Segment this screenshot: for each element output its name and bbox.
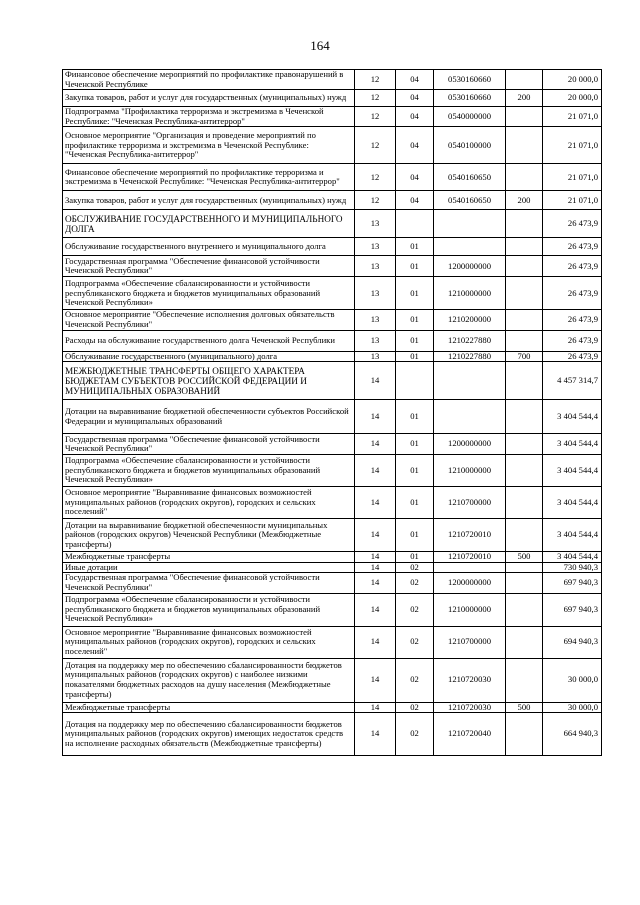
row-amount-cell: 21 071,0 [543, 107, 602, 127]
table-row [63, 713, 602, 756]
row-subsection-cell: 02 [396, 658, 434, 702]
page-number: 164 [310, 38, 330, 53]
row-name-cell: Финансовое обеспечение мероприятий по профилактике терроризма и экстремизма в Чеченской Республике: "Чеченская Республика-антитеррор" [63, 164, 355, 191]
table-row [63, 362, 602, 400]
row-amount-cell: 26 473,9 [543, 238, 602, 256]
row-expense-type-cell: 500 [506, 702, 543, 713]
row-amount-cell: 21 071,0 [543, 164, 602, 191]
budget-table [62, 69, 602, 756]
row-name-cell: Основное мероприятие "Организация и проведение мероприятий по профилактике терроризма и экстремизма в Чеченской Республике: "Чеченская Республика-антитеррор" [63, 127, 355, 164]
row-section-cell: 13 [355, 330, 396, 351]
row-target-article-cell: 1210720040 [434, 713, 506, 756]
row-amount-cell: 3 404 544,4 [543, 434, 602, 455]
row-target-article-cell: 1210227880 [434, 330, 506, 351]
table-row [63, 702, 602, 713]
row-amount-cell: 664 940,3 [543, 713, 602, 756]
row-name-cell: Подпрограмма «Обеспечение сбалансированности и устойчивости республиканского бюджета и бюджетов муниципальных образований Чеченской Республики» [63, 455, 355, 487]
row-section-cell: 13 [355, 256, 396, 277]
row-subsection-cell: 02 [396, 626, 434, 658]
row-amount-cell: 697 940,3 [543, 573, 602, 593]
row-target-article-cell [434, 362, 506, 400]
row-subsection-cell: 01 [396, 552, 434, 563]
row-section-cell: 14 [355, 573, 396, 593]
table-row [63, 210, 602, 238]
row-amount-cell: 30 000,0 [543, 702, 602, 713]
row-target-article-cell [434, 238, 506, 256]
table-row [63, 455, 602, 487]
row-subsection-cell: 01 [396, 455, 434, 487]
row-expense-type-cell: 200 [506, 191, 543, 210]
row-section-cell: 14 [355, 713, 396, 756]
row-target-article-cell: 1210700000 [434, 487, 506, 519]
table-row [63, 310, 602, 330]
row-target-article-cell: 1210000000 [434, 593, 506, 626]
row-section-cell: 14 [355, 519, 396, 552]
row-expense-type-cell [506, 164, 543, 191]
row-target-article-cell: 0540000000 [434, 107, 506, 127]
row-expense-type-cell: 200 [506, 90, 543, 107]
table-row [63, 164, 602, 191]
row-target-article-cell [434, 210, 506, 238]
table-row [63, 562, 602, 573]
row-section-cell: 13 [355, 210, 396, 238]
row-expense-type-cell [506, 713, 543, 756]
row-section-cell: 14 [355, 593, 396, 626]
row-subsection-cell: 01 [396, 256, 434, 277]
row-amount-cell: 26 473,9 [543, 210, 602, 238]
row-section-cell: 12 [355, 127, 396, 164]
row-section-cell: 14 [355, 702, 396, 713]
row-amount-cell: 20 000,0 [543, 70, 602, 90]
row-target-article-cell: 0540160650 [434, 164, 506, 191]
row-target-article-cell: 1200000000 [434, 256, 506, 277]
row-amount-cell: 697 940,3 [543, 593, 602, 626]
row-subsection-cell [396, 362, 434, 400]
table-row [63, 127, 602, 164]
row-name-cell: Обслуживание государственного (муниципального) долга [63, 351, 355, 362]
row-name-cell: Подпрограмма "Профилактика терроризма и экстремизма в Чеченской Республике: "Чеченская Республика-антитеррор" [63, 107, 355, 127]
row-section-cell: 14 [355, 658, 396, 702]
table-row [63, 519, 602, 552]
table-row [63, 487, 602, 519]
row-section-cell: 12 [355, 90, 396, 107]
budget-table-body [63, 70, 602, 756]
row-expense-type-cell [506, 238, 543, 256]
row-name-cell: Основное мероприятие "Обеспечение исполнения долговых обязательств Чеченской Республики" [63, 310, 355, 330]
row-subsection-cell: 02 [396, 702, 434, 713]
row-amount-cell: 3 404 544,4 [543, 519, 602, 552]
row-name-cell: МЕЖБЮДЖЕТНЫЕ ТРАНСФЕРТЫ ОБЩЕГО ХАРАКТЕРА БЮДЖЕТАМ СУБЪЕКТОВ РОССИЙСКОЙ ФЕДЕРАЦИИ И МУНИЦИПАЛЬНЫХ ОБРАЗОВАНИЙ [63, 362, 355, 400]
row-name-cell: Государственная программа "Обеспечение финансовой устойчивости Чеченской Республики" [63, 434, 355, 455]
row-target-article-cell: 1210000000 [434, 277, 506, 310]
row-expense-type-cell [506, 593, 543, 626]
row-target-article-cell: 1210200000 [434, 310, 506, 330]
table-row [63, 658, 602, 702]
row-target-article-cell: 1210700000 [434, 626, 506, 658]
row-name-cell: Дотации на выравнивание бюджетной обеспеченности субъектов Российской Федерации и муниципальных образований [63, 400, 355, 434]
row-expense-type-cell [506, 70, 543, 90]
row-target-article-cell [434, 400, 506, 434]
row-subsection-cell: 01 [396, 400, 434, 434]
row-name-cell: Подпрограмма «Обеспечение сбалансированности и устойчивости республиканского бюджета и бюджетов муниципальных образований Чеченской Республики» [63, 277, 355, 310]
row-expense-type-cell [506, 310, 543, 330]
row-subsection-cell: 04 [396, 107, 434, 127]
row-section-cell: 13 [355, 310, 396, 330]
row-section-cell: 14 [355, 434, 396, 455]
table-row [63, 573, 602, 593]
row-name-cell: Дотация на поддержку мер по обеспечению сбалансированности бюджетов муниципальных районов (городских округов) имеющих недостаток средств на исполнение расходных обязательств (Межбюджетные трансферты) [63, 713, 355, 756]
row-amount-cell: 21 071,0 [543, 191, 602, 210]
table-row [63, 400, 602, 434]
row-subsection-cell: 02 [396, 562, 434, 573]
row-expense-type-cell [506, 455, 543, 487]
row-name-cell: Обслуживание государственного внутреннего и муниципального долга [63, 238, 355, 256]
row-subsection-cell: 01 [396, 310, 434, 330]
row-subsection-cell: 04 [396, 70, 434, 90]
row-amount-cell: 30 000,0 [543, 658, 602, 702]
row-name-cell: Закупка товаров, работ и услуг для государственных (муниципальных) нужд [63, 191, 355, 210]
table-row [63, 256, 602, 277]
row-name-cell: Основное мероприятие "Выравнивание финансовых возможностей муниципальных районов (городских округов), городских и сельских поселений" [63, 626, 355, 658]
row-expense-type-cell [506, 330, 543, 351]
row-section-cell: 14 [355, 400, 396, 434]
row-target-article-cell: 1210720030 [434, 702, 506, 713]
row-amount-cell: 694 940,3 [543, 626, 602, 658]
row-section-cell: 14 [355, 552, 396, 563]
row-target-article-cell: 1210720010 [434, 552, 506, 563]
row-section-cell: 14 [355, 562, 396, 573]
row-subsection-cell: 01 [396, 487, 434, 519]
row-amount-cell: 3 404 544,4 [543, 455, 602, 487]
row-expense-type-cell [506, 277, 543, 310]
row-subsection-cell: 02 [396, 593, 434, 626]
row-expense-type-cell [506, 658, 543, 702]
row-subsection-cell: 04 [396, 127, 434, 164]
row-expense-type-cell [506, 626, 543, 658]
row-amount-cell: 26 473,9 [543, 277, 602, 310]
row-target-article-cell [434, 562, 506, 573]
row-section-cell: 13 [355, 277, 396, 310]
row-amount-cell: 730 940,3 [543, 562, 602, 573]
row-expense-type-cell [506, 519, 543, 552]
row-amount-cell: 26 473,9 [543, 351, 602, 362]
row-amount-cell: 3 404 544,4 [543, 400, 602, 434]
row-target-article-cell: 0540100000 [434, 127, 506, 164]
table-row [63, 90, 602, 107]
table-row [63, 626, 602, 658]
row-target-article-cell: 0540160650 [434, 191, 506, 210]
row-expense-type-cell [506, 573, 543, 593]
row-section-cell: 13 [355, 351, 396, 362]
row-expense-type-cell [506, 107, 543, 127]
row-section-cell: 14 [355, 626, 396, 658]
table-row [63, 107, 602, 127]
row-name-cell: ОБСЛУЖИВАНИЕ ГОСУДАРСТВЕННОГО И МУНИЦИПАЛЬНОГО ДОЛГА [63, 210, 355, 238]
row-expense-type-cell [506, 127, 543, 164]
row-subsection-cell: 01 [396, 434, 434, 455]
table-row [63, 238, 602, 256]
row-amount-cell: 20 000,0 [543, 90, 602, 107]
table-row [63, 552, 602, 563]
row-amount-cell: 4 457 314,7 [543, 362, 602, 400]
row-name-cell: Государственная программа "Обеспечение финансовой устойчивости Чеченской Республики" [63, 256, 355, 277]
table-row [63, 593, 602, 626]
row-expense-type-cell [506, 434, 543, 455]
row-expense-type-cell: 500 [506, 552, 543, 563]
row-name-cell: Расходы на обслуживание государственного долга Чеченской Республики [63, 330, 355, 351]
row-subsection-cell [396, 210, 434, 238]
row-target-article-cell: 1210000000 [434, 455, 506, 487]
row-amount-cell: 3 404 544,4 [543, 487, 602, 519]
table-row [63, 351, 602, 362]
row-subsection-cell: 01 [396, 330, 434, 351]
row-section-cell: 14 [355, 455, 396, 487]
row-subsection-cell: 01 [396, 277, 434, 310]
row-subsection-cell: 04 [396, 191, 434, 210]
row-amount-cell: 26 473,9 [543, 310, 602, 330]
row-section-cell: 13 [355, 238, 396, 256]
row-subsection-cell: 01 [396, 238, 434, 256]
row-name-cell: Дотации на выравнивание бюджетной обеспеченности муниципальных районов (городских округов) Чеченской Республики (Межбюджетные трансферты) [63, 519, 355, 552]
row-expense-type-cell: 700 [506, 351, 543, 362]
row-expense-type-cell [506, 362, 543, 400]
row-expense-type-cell [506, 487, 543, 519]
row-amount-cell: 21 071,0 [543, 127, 602, 164]
row-amount-cell: 26 473,9 [543, 256, 602, 277]
row-name-cell: Межбюджетные трансферты [63, 552, 355, 563]
row-target-article-cell: 1200000000 [434, 573, 506, 593]
row-expense-type-cell [506, 256, 543, 277]
row-target-article-cell: 1210720030 [434, 658, 506, 702]
row-amount-cell: 26 473,9 [543, 330, 602, 351]
row-subsection-cell: 01 [396, 351, 434, 362]
row-amount-cell: 3 404 544,4 [543, 552, 602, 563]
row-target-article-cell: 1210720010 [434, 519, 506, 552]
row-section-cell: 12 [355, 70, 396, 90]
row-name-cell: Иные дотации [63, 562, 355, 573]
row-subsection-cell: 01 [396, 519, 434, 552]
row-name-cell: Межбюджетные трансферты [63, 702, 355, 713]
row-name-cell: Закупка товаров, работ и услуг для государственных (муниципальных) нужд [63, 90, 355, 107]
row-name-cell: Государственная программа "Обеспечение финансовой устойчивости Чеченской Республики" [63, 573, 355, 593]
row-subsection-cell: 02 [396, 713, 434, 756]
row-subsection-cell: 04 [396, 164, 434, 191]
row-subsection-cell: 02 [396, 573, 434, 593]
row-target-article-cell: 0530160660 [434, 90, 506, 107]
row-expense-type-cell [506, 210, 543, 238]
table-row [63, 277, 602, 310]
table-row [63, 191, 602, 210]
row-subsection-cell: 04 [396, 90, 434, 107]
row-section-cell: 12 [355, 164, 396, 191]
row-expense-type-cell [506, 562, 543, 573]
table-row [63, 70, 602, 90]
row-name-cell: Основное мероприятие "Выравнивание финансовых возможностей муниципальных районов (городских округов), городских и сельских поселений" [63, 487, 355, 519]
table-row [63, 434, 602, 455]
row-name-cell: Дотация на поддержку мер по обеспечению сбалансированности бюджетов муниципальных районов (городских округов) с наиболее низкими показателями бюджетных расходов на душу населения (Межбюджетные трансферты) [63, 658, 355, 702]
row-target-article-cell: 1210227880 [434, 351, 506, 362]
row-name-cell: Подпрограмма «Обеспечение сбалансированности и устойчивости республиканского бюджета и бюджетов муниципальных образований Чеченской Республики» [63, 593, 355, 626]
row-section-cell: 12 [355, 191, 396, 210]
row-name-cell: Финансовое обеспечение мероприятий по профилактике правонарушений в Чеченской Республике [63, 70, 355, 90]
row-section-cell: 14 [355, 487, 396, 519]
row-target-article-cell: 1200000000 [434, 434, 506, 455]
table-row [63, 330, 602, 351]
row-section-cell: 14 [355, 362, 396, 400]
row-section-cell: 12 [355, 107, 396, 127]
row-target-article-cell: 0530160660 [434, 70, 506, 90]
row-expense-type-cell [506, 400, 543, 434]
